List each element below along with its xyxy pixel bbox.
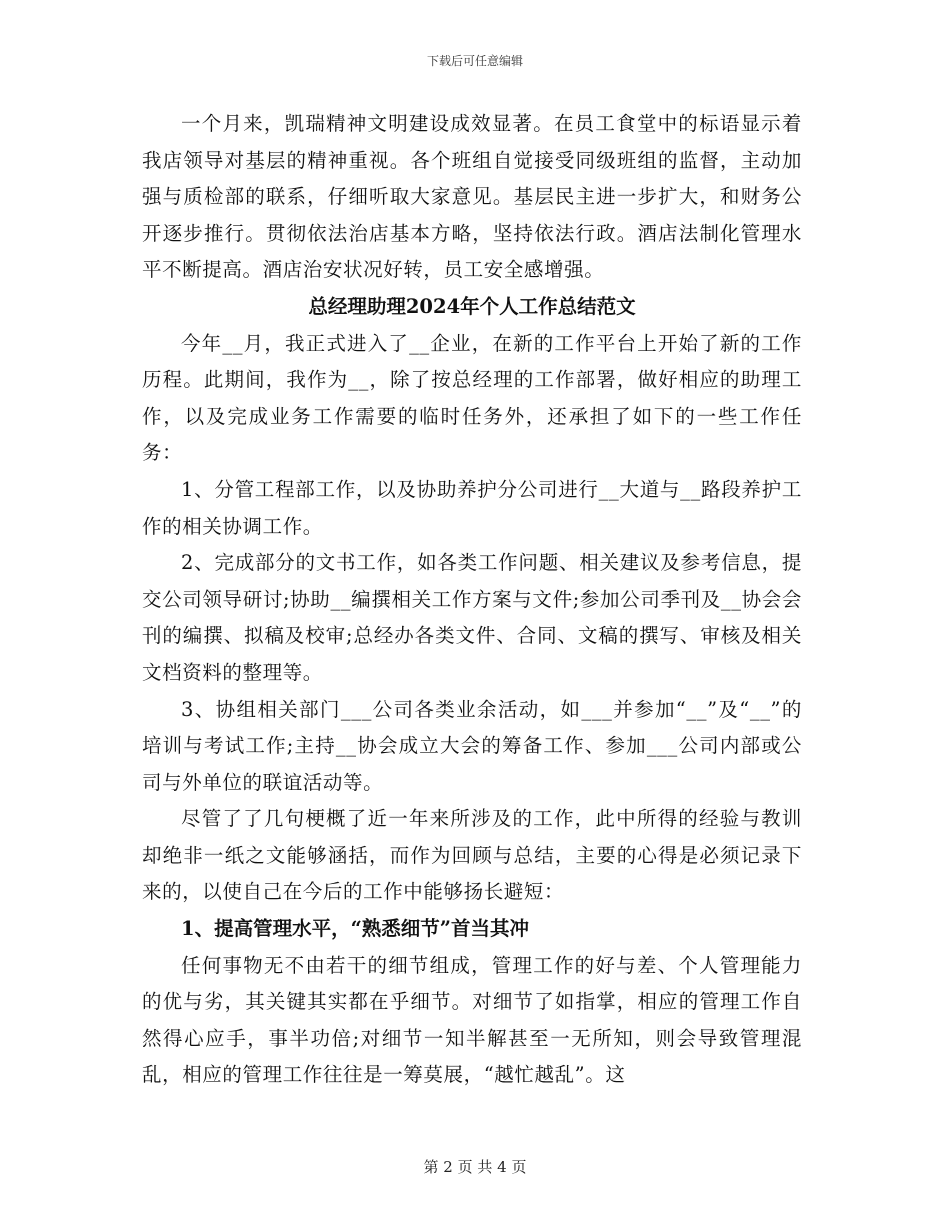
paragraph-task-3: 3、协组相关部门___公司各类业余活动，如___并参加“__”及“__”的培训与考试工作;主持__协会成立大会的筹备工作、参加___公司内部或公司与外单位的联谊活动等。 bbox=[142, 697, 802, 794]
section-heading-1: 1、提高管理水平，“熟悉细节”首当其冲 bbox=[181, 917, 530, 941]
paragraph-reflection: 尽管了了几句梗概了近一年来所涉及的工作，此中所得的经验与教训却绝非一纸之文能够涵括，而作为回顾与总结，主要的心得是必须记录下来的，以使自己在今后的工作中能够扬长避短： bbox=[142, 807, 802, 904]
document-body bbox=[142, 106, 802, 1094]
page-footer: 第 2 页 共 4 页 bbox=[423, 1158, 527, 1176]
paragraph-task-2: 2、完成部分的文书工作，如各类工作问题、相关建议及参考信息，提交公司领导研讨;协助__编撰相关工作方案与文件;参加公司季刊及__协会会刊的编撰、拟稿及校审;总经办各类文件、合同、文稿的撰写、审核及相关文档资料的整理等。 bbox=[142, 551, 802, 684]
paragraph-task-1: 1、分管工程部工作，以及协助养护分公司进行__大道与__路段养护工作的相关协调工作。 bbox=[142, 477, 802, 538]
page-header: 下载后可任意编辑 bbox=[426, 54, 523, 68]
paragraph-intro: 一个月来，凯瑞精神文明建设成效显著。在员工食堂中的标语显示着我店领导对基层的精神重视。各个班组自觉接受同级班组的监督，主动加强与质检部的联系，仔细听取大家意见。基层民主进一步扩大，和财务公开逐步推行。贯彻依法治店基本方略，坚持依法行政。酒店法制化管理水平不断提高。酒店治安状况好转，员工安全感增强。 bbox=[142, 112, 802, 282]
paragraph-opening: 今年__月，我正式进入了__企业，在新的工作平台上开始了新的工作历程。此期间，我作为__，除了按总经理的工作部署，做好相应的助理工作，以及完成业务工作需要的临时任务外，还承担了如下的一些工作任务： bbox=[142, 331, 802, 465]
paragraph-details: 任何事物无不由若干的细节组成，管理工作的好与差、个人管理能力的优与劣，其关键其实都在乎细节。对细节了如指掌，相应的管理工作自然得心应手，事半功倍;对细节一知半解甚至一无所知，则会导致管理混乱，相应的管理工作往往是一筹莫展，“越忙越乱”。这 bbox=[142, 953, 802, 1087]
document-title: 总经理助理2024年个人工作总结范文 bbox=[308, 294, 636, 318]
